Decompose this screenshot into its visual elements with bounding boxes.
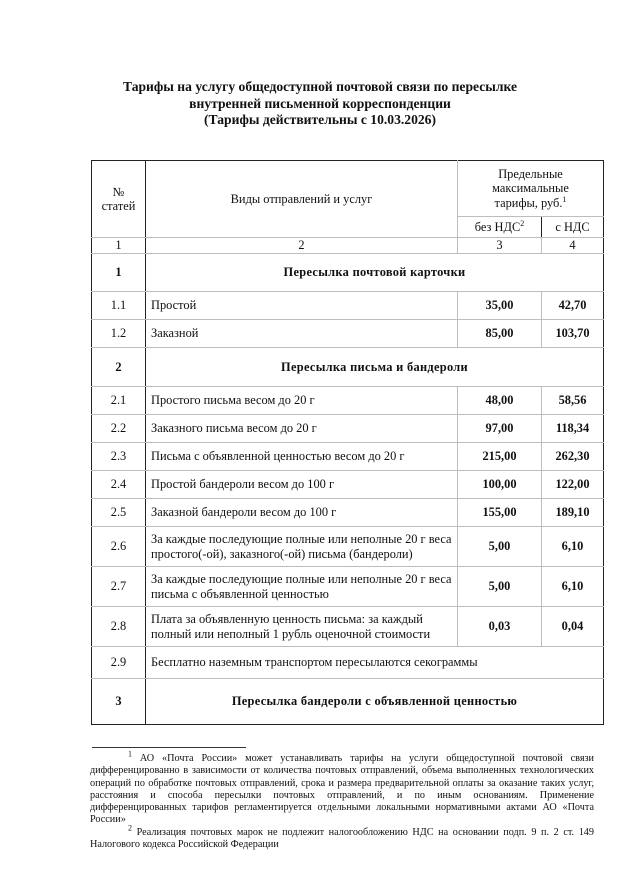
table-row xyxy=(92,415,604,443)
row-price-with-vat: 189,10 xyxy=(542,499,604,527)
row-service: Простого письма весом до 20 г xyxy=(146,387,458,415)
row-number: 2.8 xyxy=(92,607,146,647)
header-with-vat-cell: с НДС xyxy=(542,217,604,238)
section-title: Пересылка бандероли с объявленной ценностью xyxy=(146,679,604,725)
row-service: Плата за объявленную ценность письма: за каждый полный или неполный 1 рубль оценочной стоимости xyxy=(146,607,458,647)
row-price-with-vat: 122,00 xyxy=(542,471,604,499)
title-line-1: Тарифы на услугу общедоступной почтовой связи по пересылке xyxy=(122,79,518,94)
column-number-2: 2 xyxy=(146,238,458,254)
row-price-with-vat: 0,04 xyxy=(542,607,604,647)
header-tariffs-line1: Предельные xyxy=(498,166,563,181)
row-price-with-vat: 103,70 xyxy=(542,320,604,348)
row-price-no-vat: 35,00 xyxy=(458,292,542,320)
row-number: 2.3 xyxy=(92,443,146,471)
row-number: 1.2 xyxy=(92,320,146,348)
row-service: За каждые последующие полные или неполные 20 г веса простого(-ой), заказного(-ой) письма (бандероли) xyxy=(146,527,458,567)
title-line-2: внутренней письменной корреспонденции xyxy=(189,95,451,111)
table-row xyxy=(92,443,604,471)
row-price-with-vat: 6,10 xyxy=(542,527,604,567)
table-row xyxy=(92,499,604,527)
row-price-no-vat: 97,00 xyxy=(458,415,542,443)
header-service-cell: Виды отправлений и услуг xyxy=(146,161,458,238)
row-price-no-vat: 5,00 xyxy=(458,567,542,607)
footnote-1: $^1$ АО «Почта России» может устанавливать тарифы на услуги общедоступной почтовой связи дифференцированно в зависимости от количества почтовых отправлений, объема выполненных технологических операций по обработке почтовых отправлений, срока и размера предварительной оплаты за оказание таких услуг, расстояния и способа пересылки почтовых отправлений, и по иным основаниям. Применение дифференцированных тарифов регламентируется отдельными локальными нормативными актами АО «Почта России» xyxy=(90,749,595,826)
table-row xyxy=(92,567,604,607)
row-price-no-vat: 215,00 xyxy=(458,443,542,471)
header-number-line2: статей xyxy=(101,199,136,213)
page-title xyxy=(0,79,640,129)
footnote-ref-1[interactable]: 1 xyxy=(562,194,567,204)
row-price-no-vat: 0,03 xyxy=(458,607,542,647)
row-number: 2.4 xyxy=(92,471,146,499)
table-row xyxy=(92,320,604,348)
row-number: 1.1 xyxy=(92,292,146,320)
row-service: Заказного письма весом до 20 г xyxy=(146,415,458,443)
row-price-with-vat: 118,34 xyxy=(542,415,604,443)
row-number: 2.7 xyxy=(92,567,146,607)
table-row xyxy=(92,292,604,320)
row-price-with-vat: 262,30 xyxy=(542,443,604,471)
section-title: Пересылка почтовой карточки xyxy=(146,254,604,292)
header-row xyxy=(92,161,604,217)
table-row xyxy=(92,471,604,499)
row-service: Простой бандероли весом до 100 г xyxy=(146,471,458,499)
header-no-vat-cell: без НДС$^2$ xyxy=(458,217,542,238)
title-line-3: (Тарифы действительны с 10.03.2026) xyxy=(204,112,436,127)
row-price-with-vat: 58,56 xyxy=(542,387,604,415)
row-number: 2.6 xyxy=(92,527,146,567)
footnote-2: $^2$ Реализация почтовых марок не подлежит налогообложению НДС на основании подп. 9 п. 2 ст. 149 Налогового кодекса Российской Федерации xyxy=(90,823,594,851)
row-number: 2.2 xyxy=(92,415,146,443)
row-service: Заказной бандероли весом до 100 г xyxy=(146,499,458,527)
header-tariffs-cell xyxy=(458,161,604,217)
row-price-no-vat: 85,00 xyxy=(458,320,542,348)
column-number-4: 4 xyxy=(542,238,604,254)
section-row xyxy=(92,679,604,725)
row-service: Простой xyxy=(146,292,458,320)
footnote-separator xyxy=(92,747,246,748)
section-number: 3 xyxy=(92,679,146,725)
table-row xyxy=(92,387,604,415)
row-price-no-vat: 5,00 xyxy=(458,527,542,567)
column-number-1: 1 xyxy=(92,238,146,254)
header-number-line1: № xyxy=(112,184,125,199)
row-price-with-vat: 42,70 xyxy=(542,292,604,320)
row-price-no-vat: 155,00 xyxy=(458,499,542,527)
section-title: Пересылка письма и бандероли xyxy=(146,348,604,387)
column-number-3: 3 xyxy=(458,238,542,254)
row-number: 2.5 xyxy=(92,499,146,527)
row-service: Заказной xyxy=(146,320,458,348)
row-price-no-vat: 48,00 xyxy=(458,387,542,415)
header-tariffs-line3: тарифы, руб.$^1$ xyxy=(494,194,567,210)
row-service: Письма с объявленной ценностью весом до 20 г xyxy=(146,443,458,471)
footnote-marker-1: 1 xyxy=(128,749,132,759)
tariffs-table xyxy=(91,160,604,725)
footnote-marker-2: 2 xyxy=(128,823,132,833)
header-tariffs-line2: максимальные xyxy=(492,181,569,196)
row-price-no-vat: 100,00 xyxy=(458,471,542,499)
section-row xyxy=(92,348,604,387)
table-row xyxy=(92,527,604,567)
table-row xyxy=(92,607,604,647)
footnotes xyxy=(90,749,595,851)
section-number: 1 xyxy=(92,254,146,292)
section-number: 2 xyxy=(92,348,146,387)
row-service: Бесплатно наземным транспортом пересылаются секограммы xyxy=(146,647,604,679)
row-number: 2.1 xyxy=(92,387,146,415)
footnote-ref-2[interactable]: 2 xyxy=(520,218,525,228)
section-row xyxy=(92,254,604,292)
row-number: 2.9 xyxy=(92,647,146,679)
column-numbering-row xyxy=(92,238,604,254)
header-number-cell xyxy=(92,161,146,238)
row-price-with-vat: 6,10 xyxy=(542,567,604,607)
row-service: За каждые последующие полные или неполные 20 г веса письма с объявленной ценностью xyxy=(146,567,458,607)
table-row xyxy=(92,647,604,679)
